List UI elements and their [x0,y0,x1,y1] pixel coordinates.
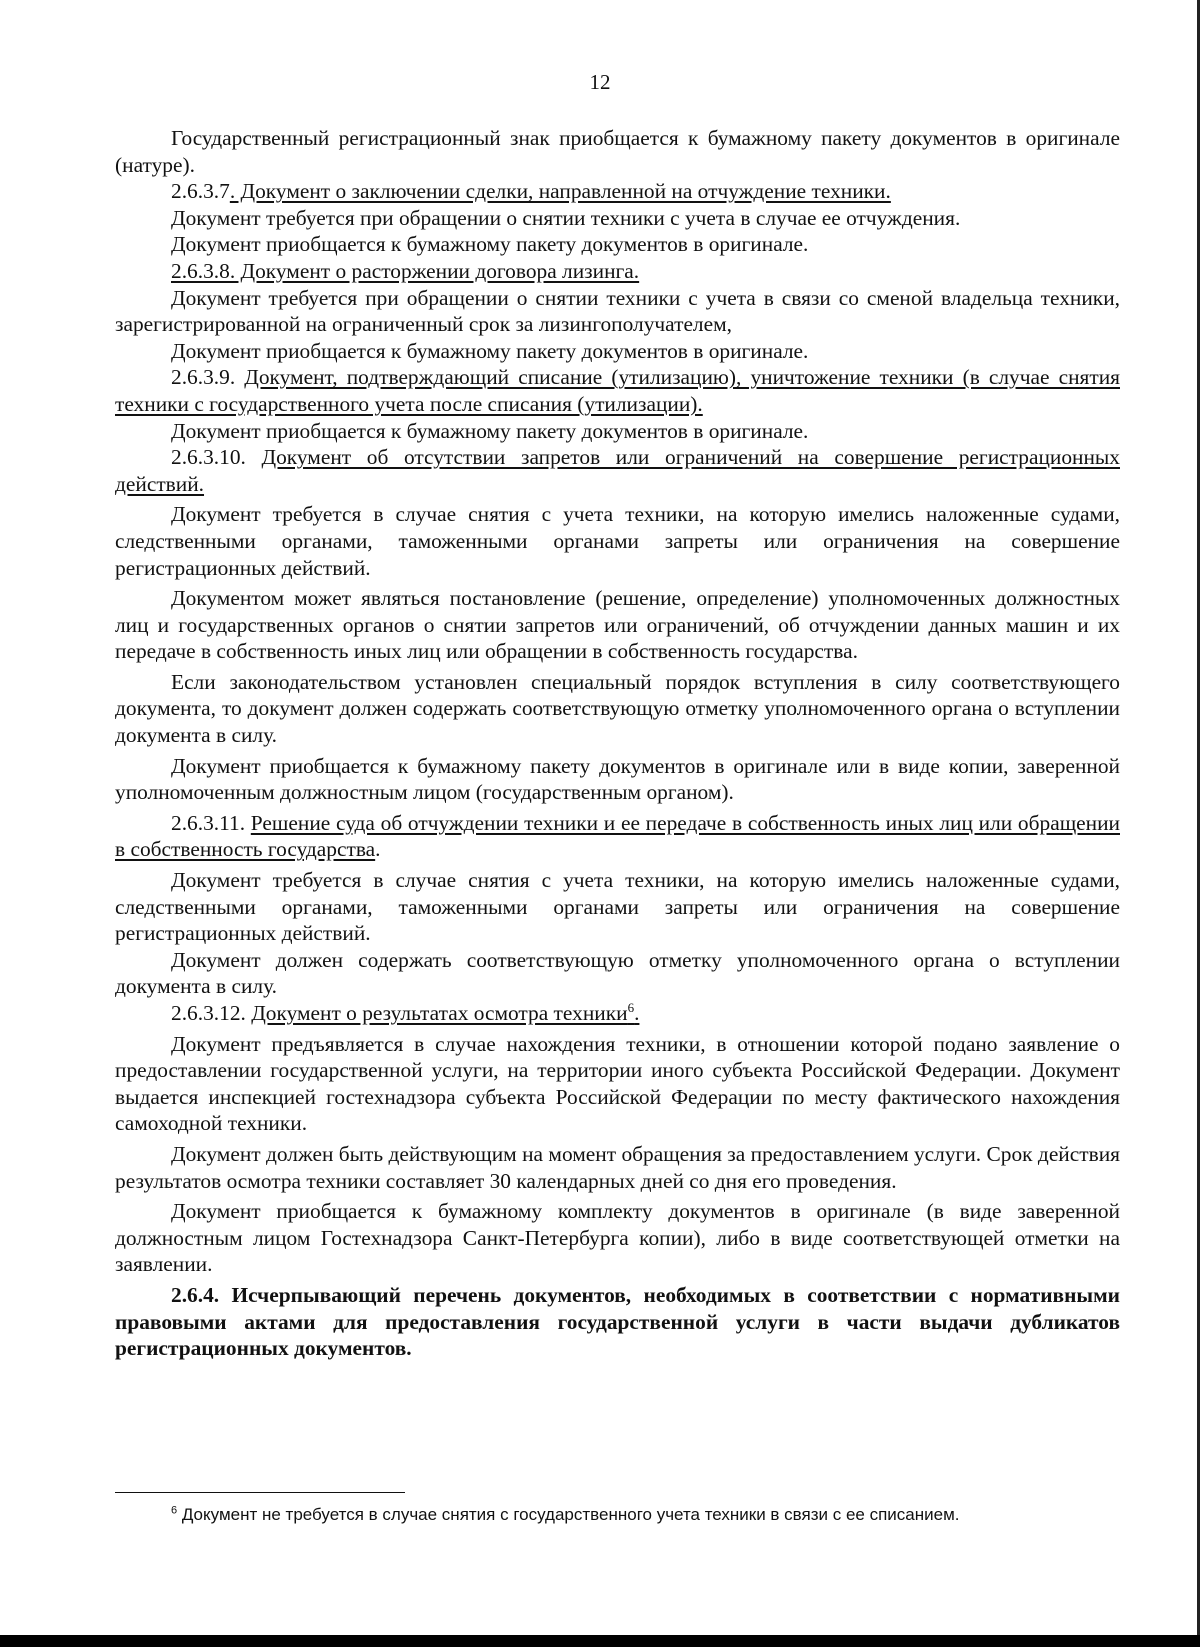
paragraph: Документ должен быть действующим на момент обращения за предоставлением услуги. Срок действия результатов осмотра техники составляет 30 календарных дней со дня его проведения. [115,1141,1120,1193]
paragraph: Если законодательством установлен специальный порядок вступления в силу соответствующего документа, то документ должен содержать соответствующую отметку уполномоченного органа о вступлении документа в силу. [115,669,1120,748]
paragraph: Документ предъявляется в случае нахождения техники, в отношении которой подано заявление о предоставлении государственной услуги, на территории иного субъекта Российской Федерации. Документ выдается инспекцией гостехнадзора субъекта Российской Федерации по месту фактического нахождения самоходной техники. [115,1031,1120,1136]
section-title: Решение суда об отчуждении техники и ее передаче в собственность иных лиц или обращении в собственность государства [115,810,1120,862]
section-heading-2-6-3-12 [115,1000,1120,1027]
section-heading-2-6-4: 2.6.4. Исчерпывающий перечень документов, необходимых в соответствии с нормативными правовыми актами для предоставления государственной услуги в части выдачи дубликатов регистрационных документов. [115,1282,1120,1361]
paragraph: Документ приобщается к бумажному пакету документов в оригинале. [171,418,809,443]
paragraph: Документ требуется в случае снятия с учета техники, на которую имелись наложенные судами, следственными органами, таможенными органами запреты или ограничения на совершение регистрационных действий. [115,868,1120,946]
document-body [115,125,1120,1362]
section-title-end: . [375,837,381,862]
paragraph: Документ приобщается к бумажному пакету документов в оригинале. [171,338,809,363]
scan-edge-bottom [0,1635,1200,1647]
section-number: 2.6.3.10. [171,445,262,470]
page-number: 12 [589,70,611,94]
section-number: 2.6.3.9. [171,365,245,390]
section-heading-2-6-3-11 [115,810,1120,863]
paragraph: Документ приобщается к бумажному пакету документов в оригинале. [171,232,809,257]
footnote-text: Документ не требуется в случае снятия с государственного учета техники в связи с ее списанием. [177,1505,960,1524]
paragraph: Документ требуется в случае снятия с учета техники, на которую имелись наложенные судами, следственными органами, таможенными органами запреты или ограничения на совершение регистрационных действий. [115,502,1120,580]
paragraph: Государственный регистрационный знак приобщается к бумажному пакету документов в оригинале (натуре). [115,126,1120,177]
section-number: 2.6.3.12. [171,1001,252,1025]
paragraph: Документом может являться постановление (решение, определение) уполномоченных должностных лиц и государственных органов о снятии запретов или ограничений, об отчуждении данных машин и их передаче в собственность иных лиц или обращении в собственность государства. [115,586,1120,664]
section-title-text: Документ о результатах осмотра техники [251,1001,628,1025]
section-heading-2-6-3-7 [115,178,1120,205]
footnote [115,1504,1120,1526]
paragraph: Документ приобщается к бумажному комплекту документов в оригинале (в виде заверенной должностным лицом Гостехнадзора Санкт-Петербурга копии), либо в виде соответствующей отметки на заявлении. [115,1199,1120,1277]
section-number: 2.6.3.7 [171,179,230,204]
footnote-reference[interactable]: 6 [627,999,635,1015]
footnote-marker: 6 [171,1504,178,1517]
section-number: 2.6.3.11. [171,810,251,835]
paragraph: Документ приобщается к бумажному пакету документов в оригинале или в виде копии, заверенной уполномоченным должностным лицом (государственным органом). [115,753,1120,805]
section-heading-2-6-3-9 [115,364,1120,417]
section-heading-2-6-3-10 [115,444,1120,497]
paragraph: Документ требуется при обращении о снятии техники с учета в случае ее отчуждения. [171,205,961,230]
section-title: Документ об отсутствии запретов или ограничений на совершение регистрационных действий. [115,445,1120,496]
paragraph: Документ должен содержать соответствующую отметку уполномоченного органа о вступлении документа в силу. [115,947,1120,999]
section-title: . Документ о заключении сделки, направленной на отчуждение техники. [229,179,891,204]
section-title [251,1001,639,1025]
paragraph: Документ требуется при обращении о снятии техники с учета в связи со сменой владельца техники, зарегистрированной на ограниченный срок за лизингополучателем, [115,285,1120,337]
section-title: Документ, подтверждающий списание (утилизацию), уничтожение техники (в случае снятия техники с государственного учета после списания (утилизации). [115,365,1120,416]
section-title: 2.6.3.8. Документ о расторжении договора лизинга. [171,258,640,283]
footnote-separator [115,1492,405,1493]
section-title-end: . [634,1001,640,1025]
section-heading-2-6-3-8 [115,258,1120,285]
